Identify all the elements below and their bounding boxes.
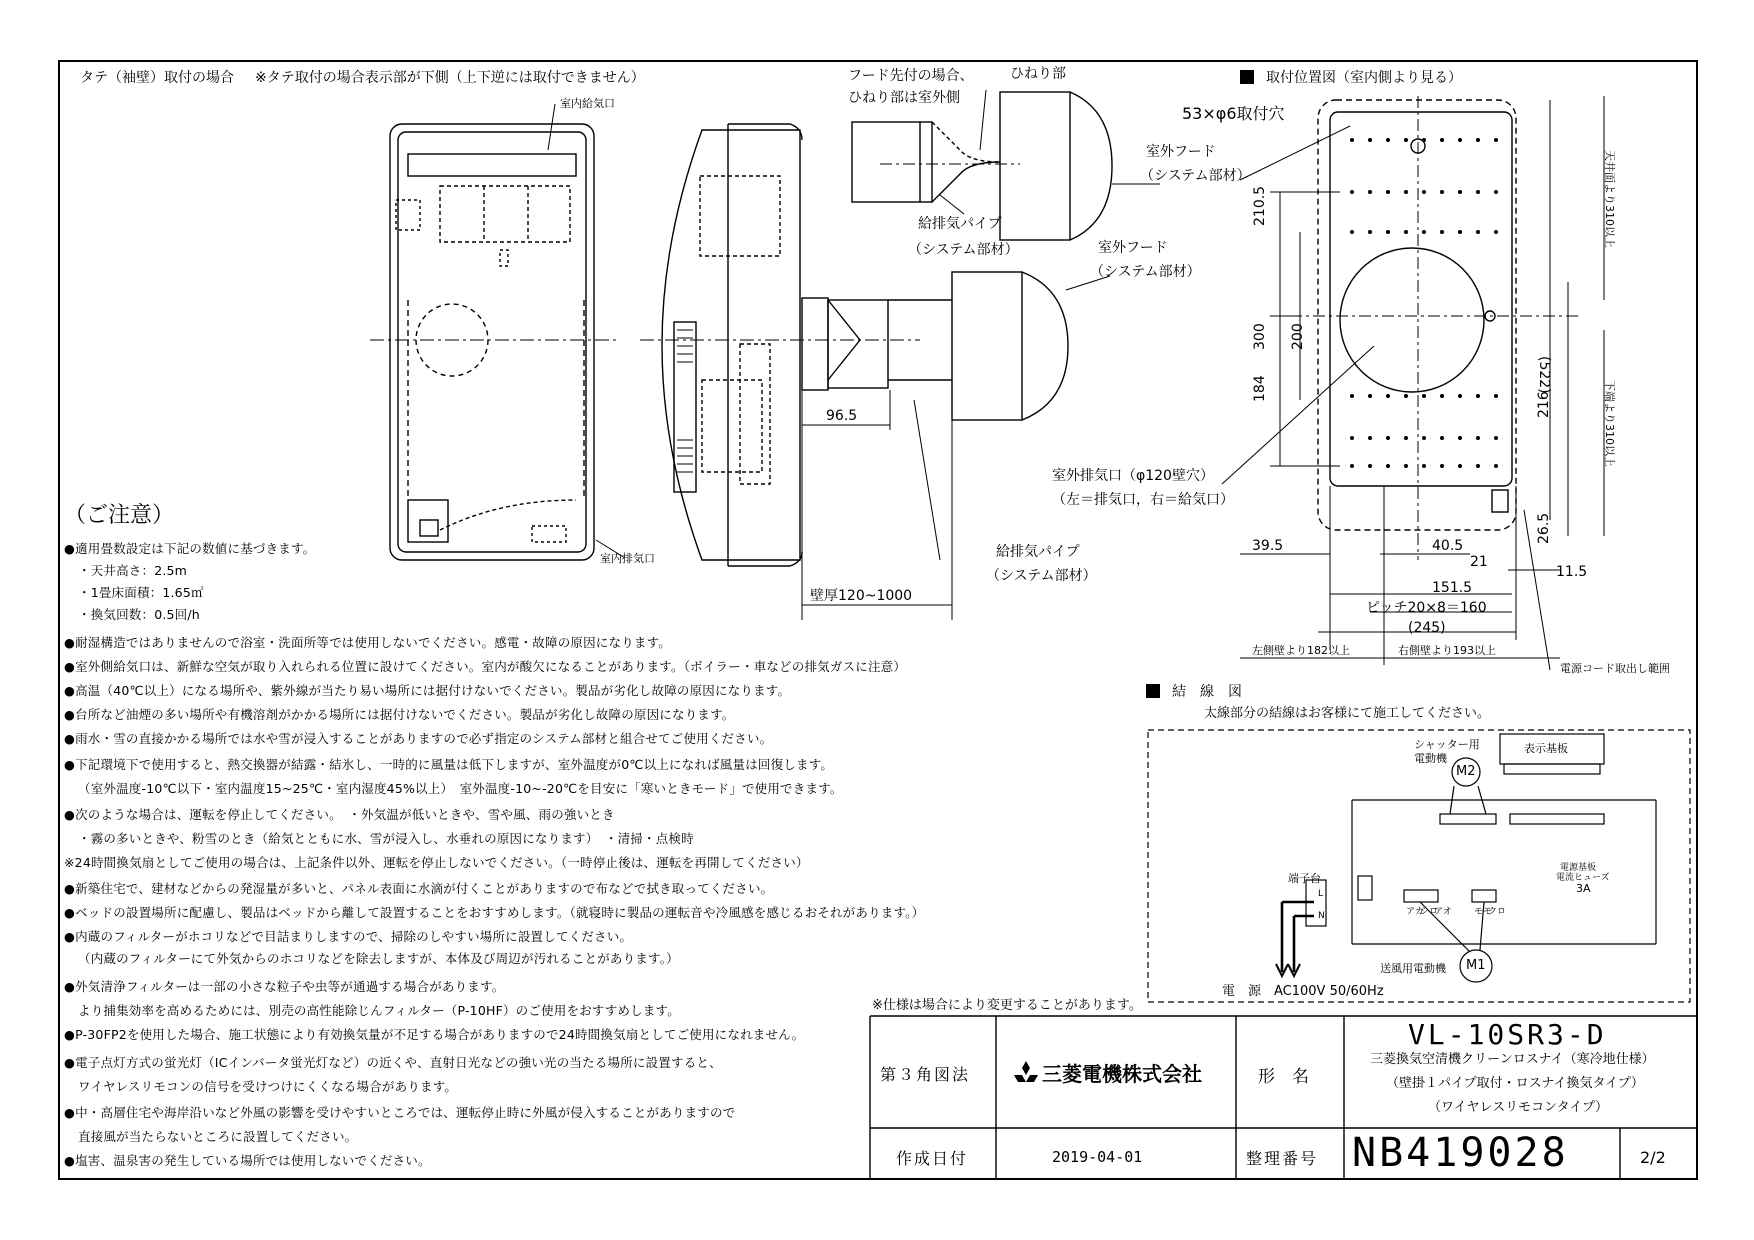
label-ceiling-clearance: 天井面より310以上 xyxy=(1603,150,1616,248)
mounting-hole xyxy=(1422,394,1426,398)
note-line: ※24時間換気扇としてご使用の場合は、上記条件以外、運転を停止しないでください。（一時停止後は、運転を再開してください） xyxy=(64,855,809,870)
dim-245: (245) xyxy=(1408,620,1446,636)
label-outdoor-hood-1b: （システム部材） xyxy=(1140,168,1251,184)
mounting-hole xyxy=(1350,394,1354,398)
label-wire-d: モモ xyxy=(1474,907,1493,917)
mounting-hole xyxy=(1386,230,1390,234)
dim-522: (522) xyxy=(1536,356,1552,394)
note-line: ●適用畳数設定は下記の数値に基づきます。 xyxy=(64,541,316,556)
mounting-hole xyxy=(1440,138,1444,142)
mounting-hole xyxy=(1476,464,1480,468)
mounting-hole xyxy=(1422,436,1426,440)
mounting-hole xyxy=(1386,138,1390,142)
label-shutter-motor-2: 電動機 xyxy=(1414,752,1447,765)
label-outdoor-hood-1a: 室外フード xyxy=(1146,144,1216,160)
mounting-hole xyxy=(1350,190,1354,194)
dim-11-5: 11.5 xyxy=(1556,564,1588,580)
mounting-hole xyxy=(1476,394,1480,398)
note-line: ●外気清浄フィルターは一部の小さな粒子や虫等が通過する場合があります。 xyxy=(64,979,505,994)
mounting-hole xyxy=(1404,464,1408,468)
page-number: 2/2 xyxy=(1640,1148,1666,1167)
mounting-hole xyxy=(1494,138,1498,142)
mounting-hole xyxy=(1494,230,1498,234)
note-line: ●台所など油煙の多い場所や有機溶剤がかかる場所には据付けないでください。製品が劣化し故障の原因になります。 xyxy=(64,707,735,722)
label-shutter-motor-1: シャッター用 xyxy=(1414,738,1480,751)
projection-method: 第３角図法 xyxy=(880,1065,971,1084)
dim-39-5: 39.5 xyxy=(1252,538,1284,554)
mounting-hole xyxy=(1386,394,1390,398)
unit-front-view xyxy=(370,124,620,560)
label-outdoor-hood-2b: （システム部材） xyxy=(1090,264,1201,280)
mounting-hole xyxy=(1386,436,1390,440)
note-line: （内蔵のフィルターにて外気からのホコリなどを除去しますが、本体及び周辺が汚れることがあります。） xyxy=(78,951,679,966)
square-bullet-icon xyxy=(1146,684,1160,698)
mounting-hole xyxy=(1494,190,1498,194)
label-power-board-2: 電流ヒューズ xyxy=(1556,873,1610,883)
note-line: ●P-30FP2を使用した場合、施工状態により有効換気量が不足する場合がありますので24時間換気扇としてご使用になれません。 xyxy=(64,1027,805,1042)
label-floor-clearance: 下端より310以上 xyxy=(1603,380,1616,467)
dim-26-5: 26.5 xyxy=(1536,512,1552,544)
label-power-board-1: 電源基板 xyxy=(1560,863,1597,873)
mounting-hole xyxy=(1386,464,1390,468)
mounting-hole xyxy=(1422,464,1426,468)
mounting-hole xyxy=(1440,230,1444,234)
mounting-hole xyxy=(1494,436,1498,440)
mounting-hole xyxy=(1458,436,1462,440)
label-pipe-1a: 給排気パイプ xyxy=(918,216,1002,232)
dim-210-5: 210.5 xyxy=(1252,185,1268,226)
note-line: ・霧の多いときや、粉雪のとき（給気とともに水、雪が浸入し、水垂れの原因になります） ・清掃・点検時 xyxy=(78,831,694,846)
mounting-hole xyxy=(1368,464,1372,468)
mounting-hole xyxy=(1350,436,1354,440)
mounting-hole xyxy=(1368,394,1372,398)
label-pipe-2a: 給排気パイプ xyxy=(996,544,1080,560)
model-desc-1: 三菱換気空清機クリーンロスナイ（寒冷地仕様） xyxy=(1370,1052,1655,1067)
dim-21: 21 xyxy=(1470,554,1488,570)
mounting-hole xyxy=(1422,138,1426,142)
mounting-hole xyxy=(1458,138,1462,142)
date-label: 作成日付 xyxy=(896,1149,969,1168)
label-outdoor-hood-2a: 室外フード xyxy=(1098,240,1168,256)
note-line: ・1畳床面積：1.65㎡ xyxy=(78,585,204,600)
model-label: 形 名 xyxy=(1258,1067,1309,1087)
mounting-hole xyxy=(1368,230,1372,234)
note-line: ●下記環境下で使用すると、熱交換器が結露・結氷し、一時的に風量は低下しますが、室外温度が0℃以上になれば風量は回復します。 xyxy=(64,757,834,772)
note-line: ●中・高層住宅や海岸沿いなど外風の影響を受けやすいところでは、運転停止時に外風が侵入することがありますので xyxy=(64,1105,736,1120)
dim-200: 200 xyxy=(1290,323,1306,350)
mounting-hole-dots xyxy=(1350,138,1498,468)
mounting-hole xyxy=(1494,394,1498,398)
label-twist: ひねり部 xyxy=(1010,66,1066,82)
label-hood-tip-2: ひねり部は室外側 xyxy=(848,90,960,106)
label-cord-range: 電源コード取出し範囲 xyxy=(1560,662,1670,675)
label-mounting-holes: 53×φ6取付穴 xyxy=(1182,104,1285,123)
label-power-supply: 電 源 AC100V 50/60Hz xyxy=(1222,984,1384,999)
label-pipe-1b: （システム部材） xyxy=(908,242,1019,258)
dim-216: 216 xyxy=(1536,391,1552,418)
note-line: ●新築住宅で、建材などからの発湿量が多いと、パネル表面に水滴が付くことがありますので布などで拭き取ってください。 xyxy=(64,881,774,896)
mounting-hole xyxy=(1440,436,1444,440)
mounting-hole xyxy=(1386,190,1390,194)
mounting-hole xyxy=(1350,138,1354,142)
mount-title: タテ（袖壁）取付の場合 xyxy=(80,70,234,86)
model-desc-3: （ワイヤレスリモコンタイプ） xyxy=(1428,1100,1609,1115)
note-line: ●次のような場合は、運転を停止してください。 ・外気温が低いときや、雪や風、雨の強いとき xyxy=(64,807,615,822)
mount-note: ※タテ取付の場合表示部が下側（上下逆には取付できません） xyxy=(255,70,645,86)
mounting-hole xyxy=(1350,230,1354,234)
label-wire-a: アカ xyxy=(1406,907,1424,917)
label-right-wall: 右側壁より193以上 xyxy=(1398,644,1496,657)
mounting-hole xyxy=(1404,190,1408,194)
note-line: ●耐湿構造ではありませんので浴室・洗面所等では使用しないでください。感電・故障の原因になります。 xyxy=(64,635,672,650)
dim-184: 184 xyxy=(1252,375,1268,402)
mounting-hole xyxy=(1440,190,1444,194)
label-terminal-l: L xyxy=(1318,889,1324,899)
mounting-hole xyxy=(1404,138,1408,142)
label-terminal: 端子台 xyxy=(1288,872,1321,885)
document-number: NB419028 xyxy=(1352,1130,1569,1176)
note-line: （室外温度-10℃以下・室内温度15~25℃・室内湿度45%以上） 室外温度-10~-20℃を目安に「寒いときモード」で使用できます。 xyxy=(78,781,843,796)
dim-40-5: 40.5 xyxy=(1432,538,1464,554)
company-name: 三菱電機株式会社 xyxy=(1012,1058,1202,1087)
model-desc-2: （壁掛１パイプ取付・ロスナイ換気タイプ） xyxy=(1386,1076,1644,1091)
mounting-hole xyxy=(1440,464,1444,468)
mitsubishi-logo-icon xyxy=(1012,1061,1040,1085)
mounting-hole xyxy=(1458,464,1462,468)
dim-pitch: ピッチ20×8＝160 xyxy=(1366,600,1487,616)
mounting-hole xyxy=(1422,230,1426,234)
mounting-hole xyxy=(1476,230,1480,234)
note-line: ・天井高さ：2.5m xyxy=(78,563,188,578)
note-line: ワイヤレスリモコンの信号を受けつけにくくなる場合があります。 xyxy=(78,1079,458,1094)
mounting-hole xyxy=(1404,230,1408,234)
dim-wall-thickness: 壁厚120~1000 xyxy=(810,588,913,604)
mounting-hole xyxy=(1368,436,1372,440)
mounting-hole xyxy=(1458,394,1462,398)
mounting-hole xyxy=(1476,190,1480,194)
creation-date: 2019-04-01 xyxy=(1052,1148,1143,1166)
mounting-hole xyxy=(1476,436,1480,440)
note-line: より捕集効率を高めるためには、別売の高性能除じんフィルター（P-10HF）のご使用をおすすめします。 xyxy=(78,1003,680,1018)
wiring-title: 結 線 図 xyxy=(1146,684,1242,700)
note-line: ●電子点灯方式の蛍光灯（ICインバータ蛍光灯など）の近くや、直射日光などの強い光の当たる場所に設置すると、 xyxy=(64,1055,722,1070)
dim-151-5: 151.5 xyxy=(1432,580,1473,596)
label-terminal-n: N xyxy=(1318,911,1325,921)
mounting-hole xyxy=(1404,394,1408,398)
note-line: 直接風が当たらないところに設置してください。 xyxy=(78,1129,358,1144)
mounting-hole xyxy=(1368,190,1372,194)
dim-300: 300 xyxy=(1252,323,1268,350)
dim-96-5: 96.5 xyxy=(826,408,858,424)
label-display-board: 表示基板 xyxy=(1524,742,1568,755)
note-line: ●高温（40℃以上）になる場所や、紫外線が当たり易い場所には据付けないでください。製品が劣化し故障の原因になります。 xyxy=(64,683,791,698)
mounting-hole xyxy=(1494,464,1498,468)
label-wire-b: シロ xyxy=(1420,907,1439,917)
label-wire-e: クロ xyxy=(1488,907,1507,917)
wiring-note: 太線部分の結線はお客様にて施工してください。 xyxy=(1204,706,1491,721)
label-outdoor-exhaust-1: 室外排気口（φ120壁穴） xyxy=(1052,468,1214,484)
number-label: 整理番号 xyxy=(1246,1149,1319,1168)
mounting-hole xyxy=(1368,138,1372,142)
unit-side-view xyxy=(640,124,920,566)
mounting-hole xyxy=(1440,394,1444,398)
label-blower-motor: 送風用電動機 xyxy=(1380,962,1446,975)
label-outdoor-exhaust-2: （左＝排気口，右＝給気口） xyxy=(1052,492,1234,508)
note-line: ●塩害、温泉害の発生している場所では使用しないでください。 xyxy=(64,1153,431,1168)
label-indoor-supply: 室内給気口 xyxy=(560,97,615,110)
note-line: ●室外側給気口は、新鮮な空気が取り入れられる位置に設けてください。室内が酸欠になることがあります。（ボイラー・車などの排気ガスに注意） xyxy=(64,659,907,674)
spec-change-note: ※仕様は場合により変更することがあります。 xyxy=(872,998,1142,1013)
label-fuse: 3A xyxy=(1576,882,1591,895)
mounting-hole xyxy=(1458,230,1462,234)
label-hood-tip-1: フード先付の場合、 xyxy=(848,68,974,84)
note-line: ・換気回数：0.5回/h xyxy=(78,607,200,622)
note-line: ●雨水・雪の直接かかる場所では水や雪が浸入することがありますので必ず指定のシステム部材と組合せてご使用ください。 xyxy=(64,731,773,746)
label-wire-c: アオ xyxy=(1434,907,1452,917)
label-m1: M1 xyxy=(1466,958,1486,973)
install-position-title: 取付位置図（室内側より見る） xyxy=(1240,70,1462,86)
label-indoor-exhaust: 室内排気口 xyxy=(600,552,655,565)
model-number: VL-10SR3-D xyxy=(1408,1018,1607,1051)
mounting-hole xyxy=(1350,464,1354,468)
mounting-hole xyxy=(1422,190,1426,194)
mounting-hole xyxy=(1476,138,1480,142)
label-pipe-2b: （システム部材） xyxy=(986,568,1097,584)
notes-title: （ご注意） xyxy=(64,503,175,528)
label-m2: M2 xyxy=(1456,764,1476,779)
mounting-hole xyxy=(1404,436,1408,440)
label-left-wall: 左側壁より182以上 xyxy=(1252,644,1350,657)
mounting-hole xyxy=(1458,190,1462,194)
note-line: ●内蔵のフィルターがホコリなどで目詰まりしますので、掃除のしやすい場所に設置してください。 xyxy=(64,929,633,944)
note-line: ●ベッドの設置場所に配慮し、製品はベッドから離して設置することをおすすめします。（就寝時に製品の運転音や冷風感を感じるおそれがあります。） xyxy=(64,905,925,920)
